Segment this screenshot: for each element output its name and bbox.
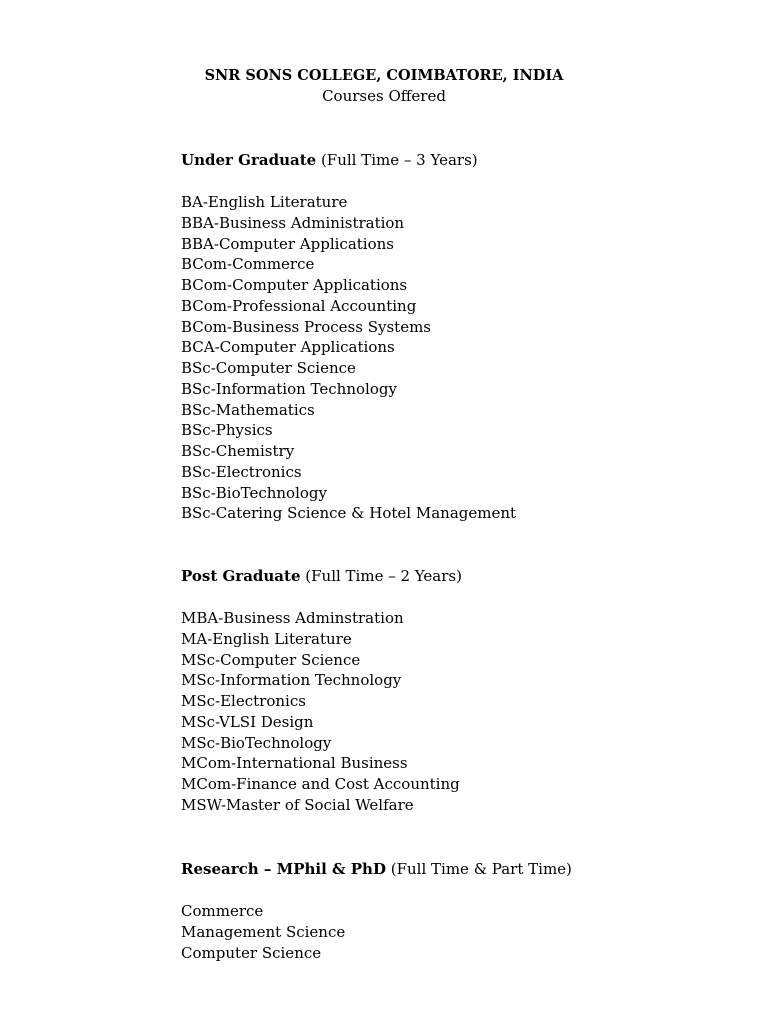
course-item: MSc-VLSI Design <box>181 712 314 731</box>
course-item: Commerce <box>181 902 264 920</box>
course-item: BSc-Physics <box>181 421 273 440</box>
section-heading-duration: (Full Time – 2 Years) <box>300 567 462 585</box>
section-post-graduate <box>181 566 741 816</box>
course-item: BCA-Computer Applications <box>181 338 395 357</box>
course-item: BSc-Information Technology <box>181 379 397 398</box>
course-list <box>181 901 741 963</box>
course-item: BCom-Professional Accounting <box>181 296 417 315</box>
section-heading <box>181 566 741 587</box>
section-heading-duration: (Full Time – 3 Years) <box>316 151 478 169</box>
course-item: MSc-Information Technology <box>181 671 402 690</box>
course-list <box>181 192 741 524</box>
course-item: BSc-Catering Science & Hotel Management <box>181 504 517 523</box>
section-under-graduate <box>181 150 741 524</box>
course-item: BBA-Business Administration <box>181 213 405 232</box>
section-heading-program: Research – MPhil & PhD <box>181 860 386 878</box>
course-item: BBA-Computer Applications <box>181 234 394 253</box>
course-item: MSc-Computer Science <box>181 650 361 669</box>
course-item: MSW-Master of Social Welfare <box>181 795 414 814</box>
document-subtitle: Courses Offered <box>322 87 446 105</box>
course-item: BCom-Commerce <box>181 255 315 274</box>
course-item: Management Science <box>181 922 346 941</box>
course-list <box>181 608 741 816</box>
course-item: BCom-Business Process Systems <box>181 317 431 336</box>
section-heading-program: Post Graduate <box>181 567 301 585</box>
course-item: MCom-International Business <box>181 754 408 773</box>
course-item: MSc-Electronics <box>181 692 306 710</box>
course-item: BSc-BioTechnology <box>181 483 327 502</box>
course-item: BSc-Computer Science <box>181 359 356 377</box>
course-item: Computer Science <box>181 943 322 962</box>
course-item: MCom-Finance and Cost Accounting <box>181 775 460 793</box>
course-item: BA-English Literature <box>181 193 348 211</box>
section-research <box>181 859 741 963</box>
course-item: BSc-Chemistry <box>181 442 295 460</box>
section-heading-program: Under Graduate <box>181 151 317 169</box>
section-heading <box>181 150 741 171</box>
course-item: BCom-Computer Applications <box>181 276 408 294</box>
section-heading-duration: (Full Time & Part Time) <box>385 860 572 878</box>
college-title: SNR SONS COLLEGE, COIMBATORE, INDIA <box>204 67 564 84</box>
section-heading <box>181 859 741 880</box>
course-item: BSc-Mathematics <box>181 400 315 419</box>
course-item: MSc-BioTechnology <box>181 733 332 752</box>
course-item: BSc-Electronics <box>181 462 302 481</box>
course-item: MA-English Literature <box>181 629 352 648</box>
course-item: MBA-Business Adminstration <box>181 609 404 627</box>
document-header <box>0 65 768 107</box>
